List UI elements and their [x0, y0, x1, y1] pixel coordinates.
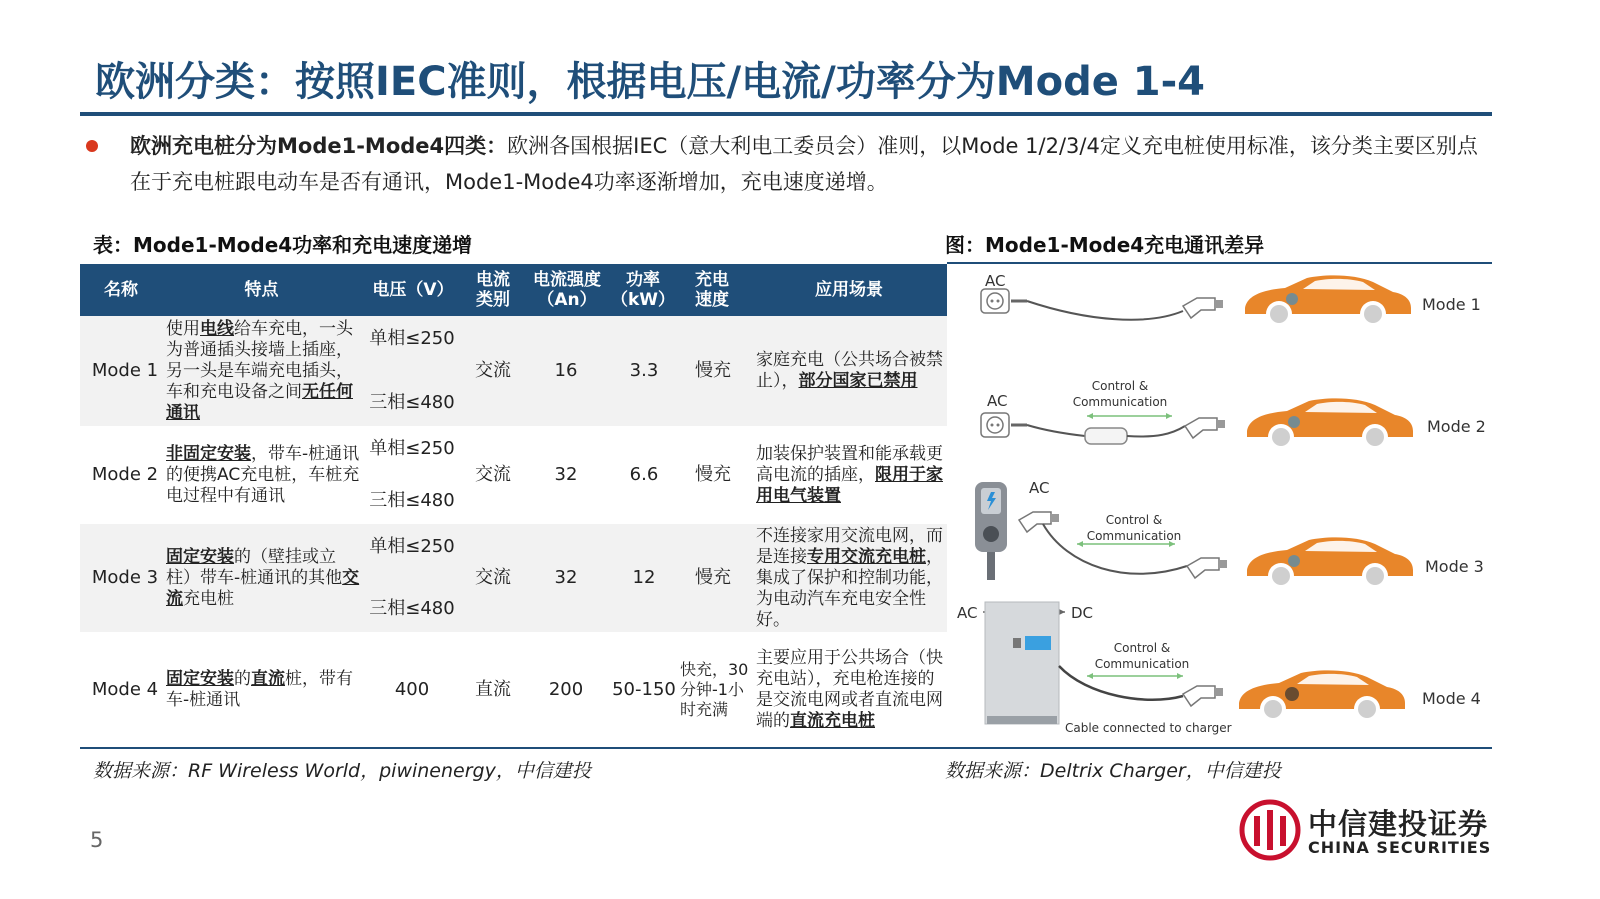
voltage-three: 三相≤480: [369, 598, 455, 619]
logo-cn-text: 中信建投证券: [1308, 807, 1489, 841]
cable-note: Cable connected to charger: [1065, 721, 1232, 735]
voltage-three: 三相≤480: [369, 490, 455, 511]
cell-voltage: 400: [394, 678, 430, 700]
citic-logo-icon: [1238, 798, 1302, 862]
voltage-single: 单相≤250: [369, 328, 455, 349]
mode4-label: Mode 4: [1422, 689, 1481, 708]
cell-power: 3.3: [629, 360, 659, 381]
page-title: 欧洲分类：按照IEC准则，根据电压/电流/功率分为Mode 1-4: [95, 59, 1206, 105]
mode1-label: Mode 1: [1422, 295, 1481, 314]
cell-speed: 慢充: [695, 360, 731, 381]
cell-speed: 快充，30分钟-1小时充满: [680, 659, 749, 719]
cell-voltage: [366, 426, 458, 524]
mode1-diagram: [981, 275, 1411, 327]
cell-current: 200: [548, 678, 584, 700]
cell-feature: 固定安装的（壁挂或立柱）带车-桩通讯的其他交流充电桩: [166, 546, 360, 609]
company-logo: [1238, 798, 1498, 864]
voltage-three: 三相≤480: [369, 392, 455, 413]
table-caption: 表：Mode1-Mode4功率和充电速度递增: [93, 233, 473, 257]
intro-text: 欧洲各国根据IEC（意大利电工委员会）准则，以Mode 1/2/3/4定义充电桩使用标准，该分类主要区别点在于充电桩跟电动车是否有通讯，Mode1-Mode4功率逐渐增加，充电速度递增。: [130, 134, 1478, 194]
header-name: 名称: [104, 280, 138, 300]
cell-name: Mode 2: [91, 464, 159, 485]
cell-speed: 慢充: [695, 567, 731, 588]
table-row-mode1: [80, 316, 947, 426]
cell-name: Mode 1: [91, 360, 159, 381]
cell-scenario: 家庭充电（公共场合被禁止），部分国家已禁用: [756, 350, 943, 391]
table-header: [80, 264, 947, 316]
cell-power: 6.6: [629, 464, 659, 485]
cell-scenario: 主要应用于公共场合（快充电站），充电枪连接的是交流电网或者直流电网端的直流充电桩: [756, 647, 943, 731]
cell-feature: 固定安装的直流桩，带有车-桩通讯: [166, 668, 353, 710]
mode3-label: Mode 3: [1425, 557, 1484, 576]
cell-scenario: 加装保护装置和能承载更高电流的插座，限用于家用电气装置: [756, 443, 943, 506]
cell-current-type: 交流: [475, 360, 511, 381]
voltage-single: 单相≤250: [369, 438, 455, 459]
header-current-type: 电流类别: [476, 270, 510, 310]
table-row-mode3: [80, 524, 947, 632]
cell-current-type: 交流: [475, 567, 511, 588]
bullet-icon: [86, 140, 98, 152]
page-number: 5: [90, 828, 104, 852]
mode2-ac-label: AC: [987, 392, 1008, 410]
cell-power: 50-150: [612, 678, 676, 700]
cell-current: 32: [554, 567, 578, 588]
intro-paragraph: [130, 128, 1495, 200]
cell-scenario: 不连接家用交流电网，而是连接专用交流充电桩，集成了保护和控制功能，为电动汽车充电安全性好。: [756, 525, 943, 630]
mode2-label: Mode 2: [1427, 417, 1486, 436]
cell-current: 32: [554, 464, 578, 485]
figure-top-rule: [947, 262, 1492, 264]
table-bottom-rule: [80, 747, 1492, 749]
mode1-ac-label: AC: [985, 272, 1006, 290]
header-speed: 充电速度: [695, 270, 729, 310]
mode2-control-label: Control & Communication: [1072, 379, 1168, 409]
cell-feature: 使用电线给车充电，一头为普通插头接墙上插座，另一头是车端充电插头，车和充电设备之间无任何通讯: [166, 318, 353, 423]
mode3-control-label: Control & Communication: [1086, 513, 1182, 543]
header-current: 电流强度（An）: [533, 270, 601, 310]
cell-current-type: 直流: [475, 678, 511, 700]
mode4-control-label: Control & Communication: [1094, 641, 1190, 671]
cell-current-type: 交流: [475, 464, 511, 485]
figure-caption: 图：Mode1-Mode4充电通讯差异: [945, 233, 1265, 257]
intro-lead: 欧洲充电桩分为Mode1-Mode4四类：: [130, 134, 508, 158]
cell-name: Mode 4: [91, 678, 159, 700]
mode-diagram: [947, 266, 1492, 746]
header-voltage: 电压（V）: [372, 280, 454, 300]
cell-feature: 非固定安装，带车-桩通讯的便携AC充电桩，车桩充电过程中有通讯: [166, 443, 360, 506]
table-row-mode4: [80, 632, 947, 747]
header-feature: 特点: [244, 280, 279, 300]
logo-en-text: CHINA SECURITIES: [1308, 838, 1492, 857]
figure-source: 数据来源：Deltrix Charger，中信建投: [945, 760, 1281, 782]
cell-name: Mode 3: [91, 567, 159, 588]
table-row-mode2: [80, 426, 947, 524]
mode3-ac-label: AC: [1029, 479, 1050, 497]
cell-speed: 慢充: [695, 464, 731, 485]
mode2-diagram: [981, 398, 1413, 450]
cell-power: 12: [632, 567, 656, 588]
mode4-ac-label: AC: [957, 604, 978, 622]
cell-voltage: [366, 524, 458, 632]
mode3-diagram: [975, 482, 1413, 589]
diagram-graphics: [947, 266, 1492, 746]
cell-voltage: [366, 316, 458, 426]
voltage-single: 单相≤250: [369, 536, 455, 557]
mode4-dc-label: DC: [1071, 604, 1094, 622]
header-power: 功率（kW）: [610, 270, 676, 310]
table-source: 数据来源：RF Wireless World，piwinenergy，中信建投: [93, 760, 591, 782]
header-scenario: 应用场景: [815, 280, 883, 300]
mode-table: [80, 264, 947, 748]
title-divider: [80, 112, 1492, 116]
cell-current: 16: [554, 360, 578, 381]
